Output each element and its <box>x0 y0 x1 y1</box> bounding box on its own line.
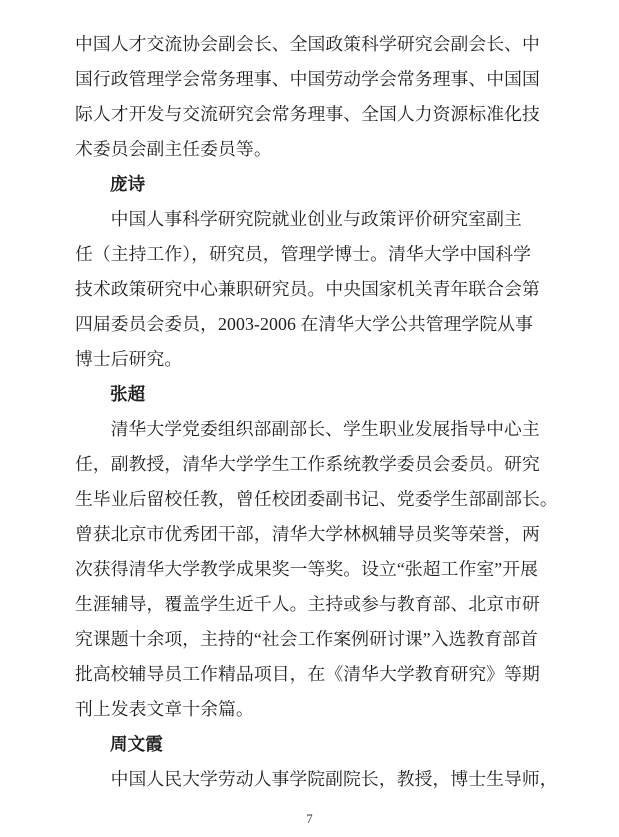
text-line: 曾获北京市优秀团干部，清华大学林枫辅导员奖等荣誉，两 <box>75 524 540 544</box>
page-number: 7 <box>306 812 313 826</box>
text-line: 究课题十余项，主持的“社会工作案例研讨课”入选教育部首 <box>75 629 539 649</box>
text-line: 中国人民大学劳动人事学院副院长，教授，博士生导师， <box>110 769 558 789</box>
text-line: 中国人才交流协会副会长、全国政策科学研究会副会长、中 <box>75 34 540 54</box>
text-line: 国行政管理学会常务理事、中国劳动学会常务理事、中国国 <box>75 69 540 89</box>
text-line: 批高校辅导员工作精品项目，在《清华大学教育研究》等期 <box>75 664 540 684</box>
text-line: 术委员会副主任委员等。 <box>75 139 272 159</box>
document-body <box>75 27 558 797</box>
text-line: 中国人事科学研究院就业创业与政策评价研究室副主 <box>110 209 522 229</box>
text-line: 技术政策研究中心兼职研究员。中央国家机关青年联合会第 <box>75 279 540 299</box>
text-line: 次获得清华大学教学成果奖一等奖。设立“张超工作室”开展 <box>75 559 539 579</box>
text-line: 任（主持工作），研究员，管理学博士。清华大学中国科学 <box>75 244 532 264</box>
text-line: 任，副教授，清华大学学生工作系统教学委员会委员。研究 <box>75 454 540 474</box>
person-name-heading: 周文霞 <box>110 734 163 754</box>
person-name-heading: 庞诗 <box>110 174 146 194</box>
text-line: 四届委员会委员，2003-2006 在清华大学公共管理学院从事 <box>75 314 533 334</box>
text-line: 际人才开发与交流研究会常务理事、全国人力资源标准化技 <box>75 104 540 124</box>
text-line: 生毕业后留校任教，曾任校团委副书记、党委学生部副部长。 <box>75 489 558 509</box>
text-line: 博士后研究。 <box>75 349 183 369</box>
person-name-heading: 张超 <box>110 384 146 404</box>
text-line: 刊上发表文章十余篇。 <box>75 699 254 719</box>
text-line: 清华大学党委组织部副部长、学生职业发展指导中心主 <box>110 419 540 439</box>
text-line: 生涯辅导，覆盖学生近千人。主持或参与教育部、北京市研 <box>75 594 540 614</box>
